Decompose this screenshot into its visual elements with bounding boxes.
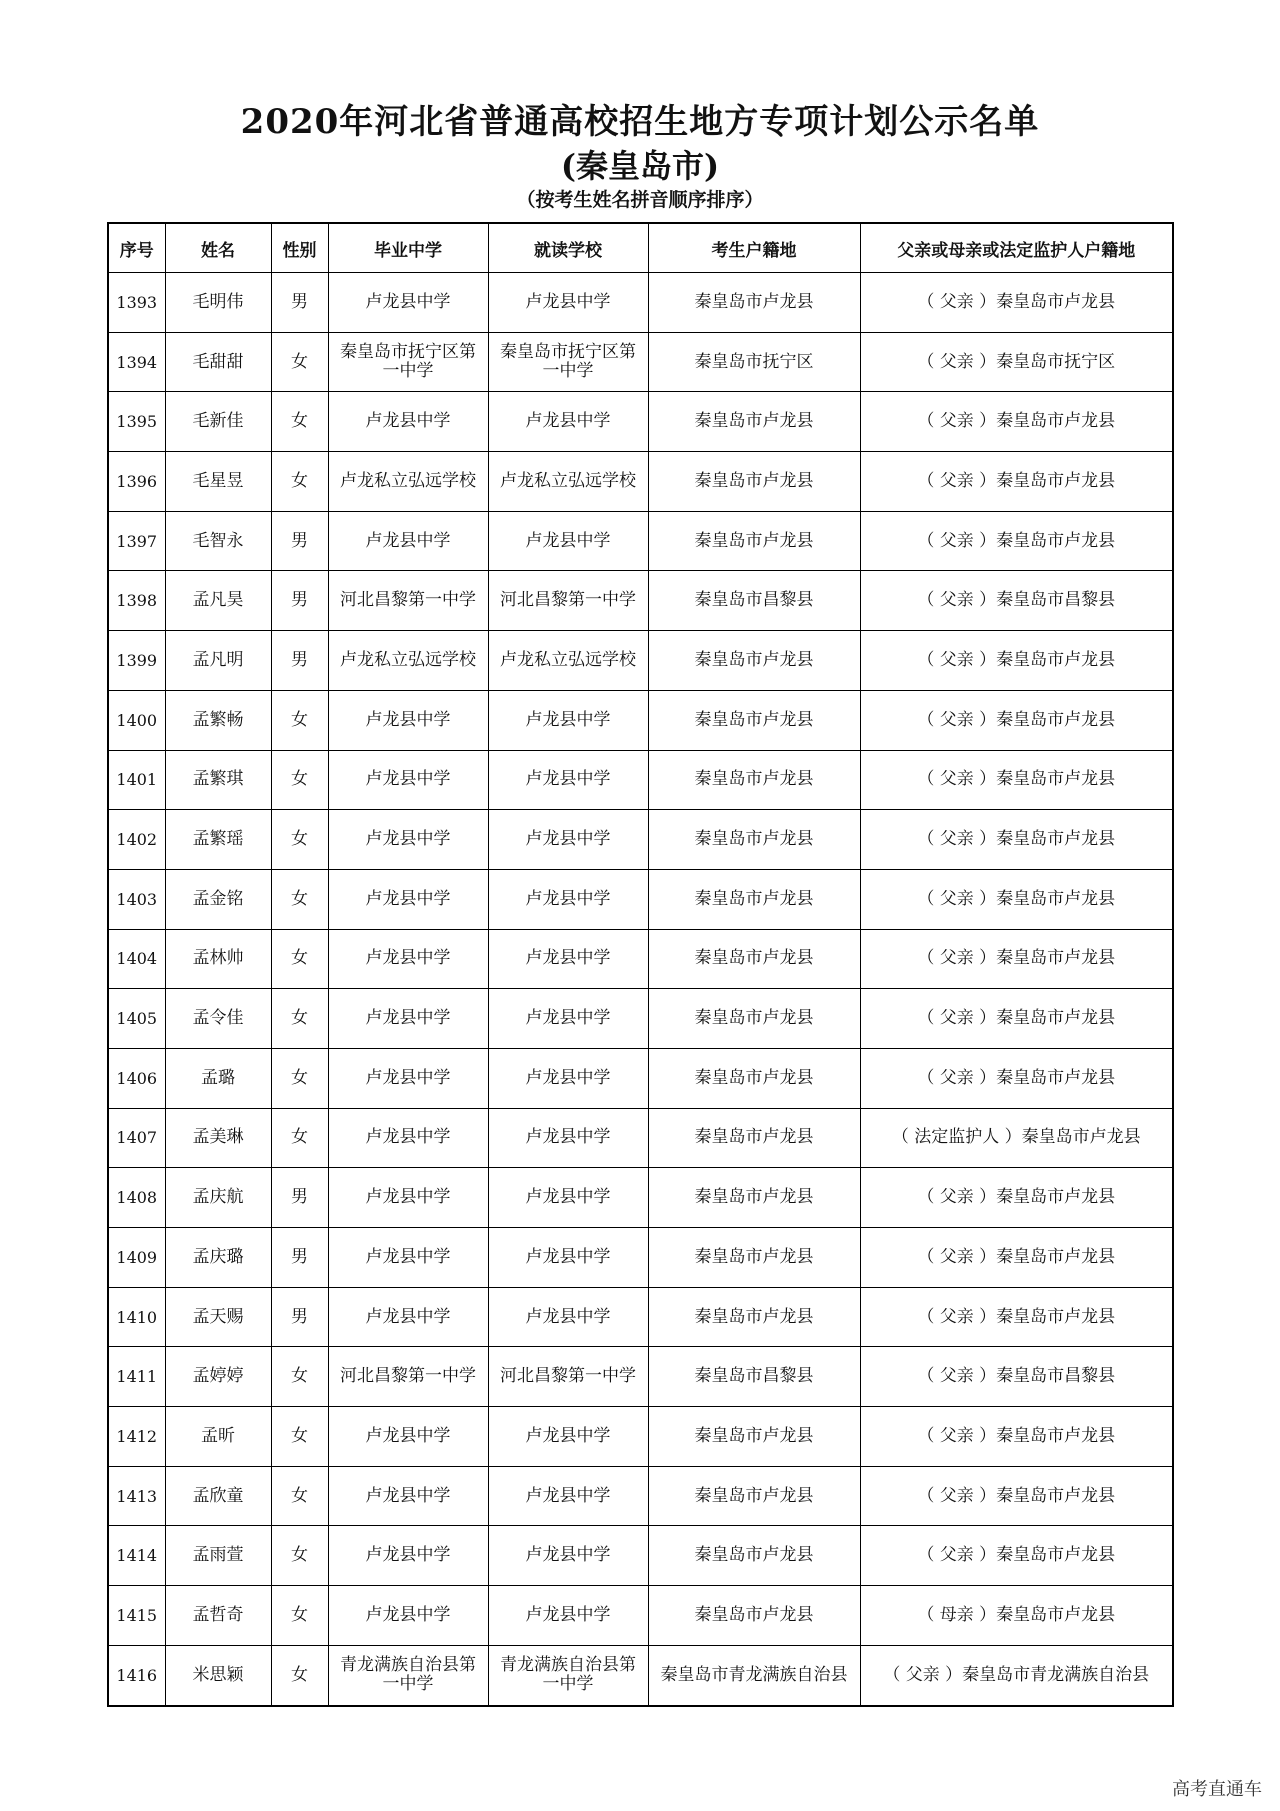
cell-seq: 1406	[108, 1048, 165, 1108]
cell-gender: 男	[271, 511, 328, 571]
cell-seq: 1396	[108, 452, 165, 512]
cell-student-hukou: 秦皇岛市卢龙县	[648, 1586, 860, 1646]
cell-name: 孟婷婷	[165, 1347, 271, 1407]
cell-guardian-hukou: （ 父亲 ）秦皇岛市卢龙县	[860, 631, 1173, 691]
cell-gender: 女	[271, 1347, 328, 1407]
cell-student-hukou: 秦皇岛市卢龙县	[648, 392, 860, 452]
header-guardian-hukou: 父亲或母亲或法定监护人户籍地	[860, 223, 1173, 273]
table-row	[108, 392, 1173, 452]
cell-name: 孟繁琪	[165, 750, 271, 810]
cell-gender: 男	[271, 1287, 328, 1347]
cell-seq: 1414	[108, 1526, 165, 1586]
cell-seq: 1397	[108, 511, 165, 571]
cell-current-school: 卢龙县中学	[488, 273, 648, 333]
cell-name: 孟金铭	[165, 869, 271, 929]
cell-seq: 1401	[108, 750, 165, 810]
cell-current-school: 卢龙县中学	[488, 1526, 648, 1586]
cell-student-hukou: 秦皇岛市青龙满族自治县	[648, 1645, 860, 1705]
cell-graduate-school: 卢龙县中学	[328, 1287, 488, 1347]
cell-seq: 1408	[108, 1168, 165, 1228]
cell-gender: 女	[271, 392, 328, 452]
cell-seq: 1411	[108, 1347, 165, 1407]
header-graduate-school: 毕业中学	[328, 223, 488, 273]
cell-current-school: 卢龙县中学	[488, 1287, 648, 1347]
cell-name: 孟令佳	[165, 989, 271, 1049]
cell-graduate-school: 卢龙县中学	[328, 750, 488, 810]
page-title: 2020年河北省普通高校招生地方专项计划公示名单	[240, 102, 1040, 142]
cell-student-hukou: 秦皇岛市卢龙县	[648, 631, 860, 691]
cell-name: 毛明伟	[165, 273, 271, 333]
cell-seq: 1410	[108, 1287, 165, 1347]
cell-graduate-school: 秦皇岛市抚宁区第一中学	[328, 332, 488, 392]
cell-graduate-school: 卢龙县中学	[328, 1048, 488, 1108]
cell-gender: 女	[271, 332, 328, 392]
cell-gender: 女	[271, 1048, 328, 1108]
cell-student-hukou: 秦皇岛市卢龙县	[648, 1108, 860, 1168]
table-row	[108, 511, 1173, 571]
cell-seq: 1404	[108, 929, 165, 989]
cell-name: 孟雨萱	[165, 1526, 271, 1586]
cell-student-hukou: 秦皇岛市卢龙县	[648, 929, 860, 989]
cell-seq: 1415	[108, 1586, 165, 1646]
cell-current-school: 青龙满族自治县第一中学	[488, 1645, 648, 1705]
table-row	[108, 1168, 1173, 1228]
cell-guardian-hukou: （ 父亲 ）秦皇岛市卢龙县	[860, 929, 1173, 989]
cell-guardian-hukou: （ 父亲 ）秦皇岛市卢龙县	[860, 989, 1173, 1049]
cell-seq: 1403	[108, 869, 165, 929]
cell-student-hukou: 秦皇岛市卢龙县	[648, 1228, 860, 1288]
cell-graduate-school: 卢龙私立弘远学校	[328, 631, 488, 691]
student-table	[107, 222, 1174, 1707]
cell-seq: 1399	[108, 631, 165, 691]
cell-name: 毛智永	[165, 511, 271, 571]
cell-gender: 男	[271, 571, 328, 631]
table-row	[108, 1108, 1173, 1168]
cell-guardian-hukou: （ 父亲 ）秦皇岛市卢龙县	[860, 1407, 1173, 1467]
cell-seq: 1413	[108, 1466, 165, 1526]
cell-name: 孟繁瑶	[165, 810, 271, 870]
cell-guardian-hukou: （ 父亲 ）秦皇岛市卢龙县	[860, 1168, 1173, 1228]
cell-graduate-school: 河北昌黎第一中学	[328, 571, 488, 631]
cell-guardian-hukou: （ 父亲 ）秦皇岛市卢龙县	[860, 869, 1173, 929]
cell-name: 孟昕	[165, 1407, 271, 1467]
cell-graduate-school: 卢龙县中学	[328, 273, 488, 333]
cell-current-school: 卢龙县中学	[488, 511, 648, 571]
cell-seq: 1416	[108, 1645, 165, 1705]
cell-name: 孟林帅	[165, 929, 271, 989]
table-row	[108, 1645, 1173, 1705]
cell-graduate-school: 卢龙县中学	[328, 810, 488, 870]
cell-name: 孟繁畅	[165, 690, 271, 750]
watermark: 高考直通车	[1172, 1779, 1262, 1800]
cell-gender: 女	[271, 750, 328, 810]
table-row	[108, 690, 1173, 750]
header-name: 姓名	[165, 223, 271, 273]
cell-guardian-hukou: （ 父亲 ）秦皇岛市卢龙县	[860, 511, 1173, 571]
cell-guardian-hukou: （ 父亲 ）秦皇岛市抚宁区	[860, 332, 1173, 392]
table-row	[108, 1466, 1173, 1526]
cell-name: 孟庆航	[165, 1168, 271, 1228]
cell-current-school: 卢龙县中学	[488, 810, 648, 870]
cell-guardian-hukou: （ 父亲 ）秦皇岛市卢龙县	[860, 1228, 1173, 1288]
cell-seq: 1395	[108, 392, 165, 452]
cell-gender: 男	[271, 1168, 328, 1228]
table-row	[108, 273, 1173, 333]
header-student-hukou: 考生户籍地	[648, 223, 860, 273]
table-header-row	[108, 223, 1173, 273]
cell-graduate-school: 青龙满族自治县第一中学	[328, 1645, 488, 1705]
cell-seq: 1398	[108, 571, 165, 631]
cell-seq: 1405	[108, 989, 165, 1049]
cell-gender: 女	[271, 810, 328, 870]
cell-guardian-hukou: （ 父亲 ）秦皇岛市昌黎县	[860, 571, 1173, 631]
cell-guardian-hukou: （ 父亲 ）秦皇岛市卢龙县	[860, 1466, 1173, 1526]
cell-graduate-school: 卢龙县中学	[328, 1228, 488, 1288]
cell-guardian-hukou: （ 父亲 ）秦皇岛市卢龙县	[860, 690, 1173, 750]
cell-current-school: 秦皇岛市抚宁区第一中学	[488, 332, 648, 392]
cell-student-hukou: 秦皇岛市卢龙县	[648, 1048, 860, 1108]
cell-gender: 男	[271, 631, 328, 691]
table-body	[108, 273, 1173, 1706]
cell-graduate-school: 卢龙私立弘远学校	[328, 452, 488, 512]
table-row	[108, 929, 1173, 989]
cell-student-hukou: 秦皇岛市卢龙县	[648, 1526, 860, 1586]
table-row	[108, 1526, 1173, 1586]
cell-graduate-school: 卢龙县中学	[328, 1466, 488, 1526]
cell-seq: 1412	[108, 1407, 165, 1467]
cell-name: 孟美琳	[165, 1108, 271, 1168]
cell-guardian-hukou: （ 父亲 ）秦皇岛市昌黎县	[860, 1347, 1173, 1407]
cell-gender: 女	[271, 1526, 328, 1586]
cell-guardian-hukou: （ 父亲 ）秦皇岛市卢龙县	[860, 452, 1173, 512]
cell-current-school: 河北昌黎第一中学	[488, 571, 648, 631]
cell-current-school: 卢龙县中学	[488, 1168, 648, 1228]
cell-current-school: 卢龙县中学	[488, 1108, 648, 1168]
cell-current-school: 卢龙县中学	[488, 929, 648, 989]
cell-current-school: 卢龙县中学	[488, 392, 648, 452]
cell-graduate-school: 卢龙县中学	[328, 1168, 488, 1228]
cell-seq: 1394	[108, 332, 165, 392]
cell-student-hukou: 秦皇岛市昌黎县	[648, 571, 860, 631]
cell-name: 毛星昱	[165, 452, 271, 512]
cell-guardian-hukou: （ 父亲 ）秦皇岛市卢龙县	[860, 1048, 1173, 1108]
cell-student-hukou: 秦皇岛市抚宁区	[648, 332, 860, 392]
cell-guardian-hukou: （ 法定监护人 ）秦皇岛市卢龙县	[860, 1108, 1173, 1168]
table-row	[108, 1228, 1173, 1288]
table-row	[108, 452, 1173, 512]
table-row	[108, 1586, 1173, 1646]
cell-guardian-hukou: （ 父亲 ）秦皇岛市青龙满族自治县	[860, 1645, 1173, 1705]
cell-guardian-hukou: （ 父亲 ）秦皇岛市卢龙县	[860, 810, 1173, 870]
cell-seq: 1393	[108, 273, 165, 333]
table-row	[108, 989, 1173, 1049]
sort-note: （按考生姓名拼音顺序排序）	[516, 189, 764, 211]
cell-gender: 女	[271, 929, 328, 989]
cell-current-school: 卢龙私立弘远学校	[488, 631, 648, 691]
cell-gender: 女	[271, 1466, 328, 1526]
cell-student-hukou: 秦皇岛市卢龙县	[648, 1287, 860, 1347]
header-seq: 序号	[108, 223, 165, 273]
cell-name: 毛新佳	[165, 392, 271, 452]
cell-student-hukou: 秦皇岛市卢龙县	[648, 273, 860, 333]
cell-graduate-school: 卢龙县中学	[328, 869, 488, 929]
table-row	[108, 810, 1173, 870]
cell-gender: 男	[271, 1228, 328, 1288]
cell-student-hukou: 秦皇岛市卢龙县	[648, 869, 860, 929]
cell-name: 毛甜甜	[165, 332, 271, 392]
cell-student-hukou: 秦皇岛市卢龙县	[648, 750, 860, 810]
cell-gender: 女	[271, 1645, 328, 1705]
cell-seq: 1400	[108, 690, 165, 750]
table-row	[108, 1407, 1173, 1467]
cell-guardian-hukou: （ 母亲 ）秦皇岛市卢龙县	[860, 1586, 1173, 1646]
cell-gender: 女	[271, 1586, 328, 1646]
cell-graduate-school: 卢龙县中学	[328, 1526, 488, 1586]
cell-current-school: 卢龙私立弘远学校	[488, 452, 648, 512]
cell-gender: 女	[271, 690, 328, 750]
page-subtitle: (秦皇岛市)	[560, 147, 720, 185]
cell-gender: 女	[271, 452, 328, 512]
cell-current-school: 卢龙县中学	[488, 1407, 648, 1467]
table-row	[108, 750, 1173, 810]
cell-current-school: 卢龙县中学	[488, 869, 648, 929]
cell-student-hukou: 秦皇岛市卢龙县	[648, 511, 860, 571]
cell-graduate-school: 卢龙县中学	[328, 690, 488, 750]
table-row	[108, 1048, 1173, 1108]
cell-gender: 女	[271, 869, 328, 929]
cell-name: 孟凡明	[165, 631, 271, 691]
cell-graduate-school: 卢龙县中学	[328, 989, 488, 1049]
cell-graduate-school: 卢龙县中学	[328, 392, 488, 452]
cell-guardian-hukou: （ 父亲 ）秦皇岛市卢龙县	[860, 392, 1173, 452]
cell-guardian-hukou: （ 父亲 ）秦皇岛市卢龙县	[860, 750, 1173, 810]
cell-gender: 男	[271, 273, 328, 333]
cell-seq: 1407	[108, 1108, 165, 1168]
cell-student-hukou: 秦皇岛市卢龙县	[648, 810, 860, 870]
cell-graduate-school: 卢龙县中学	[328, 511, 488, 571]
cell-graduate-school: 卢龙县中学	[328, 1586, 488, 1646]
cell-current-school: 卢龙县中学	[488, 1586, 648, 1646]
cell-name: 孟天赐	[165, 1287, 271, 1347]
cell-graduate-school: 卢龙县中学	[328, 1108, 488, 1168]
cell-current-school: 卢龙县中学	[488, 1466, 648, 1526]
cell-gender: 女	[271, 1108, 328, 1168]
cell-student-hukou: 秦皇岛市卢龙县	[648, 989, 860, 1049]
cell-graduate-school: 卢龙县中学	[328, 1407, 488, 1467]
cell-name: 孟哲奇	[165, 1586, 271, 1646]
cell-student-hukou: 秦皇岛市卢龙县	[648, 1407, 860, 1467]
cell-graduate-school: 河北昌黎第一中学	[328, 1347, 488, 1407]
cell-guardian-hukou: （ 父亲 ）秦皇岛市卢龙县	[860, 1526, 1173, 1586]
cell-student-hukou: 秦皇岛市卢龙县	[648, 690, 860, 750]
cell-current-school: 卢龙县中学	[488, 750, 648, 810]
cell-current-school: 河北昌黎第一中学	[488, 1347, 648, 1407]
cell-seq: 1409	[108, 1228, 165, 1288]
cell-student-hukou: 秦皇岛市卢龙县	[648, 452, 860, 512]
cell-name: 孟璐	[165, 1048, 271, 1108]
cell-gender: 女	[271, 1407, 328, 1467]
cell-gender: 女	[271, 989, 328, 1049]
cell-guardian-hukou: （ 父亲 ）秦皇岛市卢龙县	[860, 273, 1173, 333]
cell-name: 孟凡昊	[165, 571, 271, 631]
cell-current-school: 卢龙县中学	[488, 690, 648, 750]
cell-seq: 1402	[108, 810, 165, 870]
cell-name: 孟庆璐	[165, 1228, 271, 1288]
cell-current-school: 卢龙县中学	[488, 1048, 648, 1108]
table-row	[108, 1287, 1173, 1347]
table-row	[108, 631, 1173, 691]
cell-student-hukou: 秦皇岛市卢龙县	[648, 1168, 860, 1228]
table-row	[108, 332, 1173, 392]
header-current-school: 就读学校	[488, 223, 648, 273]
table-row	[108, 1347, 1173, 1407]
table-row	[108, 571, 1173, 631]
cell-graduate-school: 卢龙县中学	[328, 929, 488, 989]
cell-current-school: 卢龙县中学	[488, 1228, 648, 1288]
cell-guardian-hukou: （ 父亲 ）秦皇岛市卢龙县	[860, 1287, 1173, 1347]
cell-name: 孟欣童	[165, 1466, 271, 1526]
header-gender: 性别	[271, 223, 328, 273]
cell-current-school: 卢龙县中学	[488, 989, 648, 1049]
cell-student-hukou: 秦皇岛市昌黎县	[648, 1347, 860, 1407]
cell-name: 米思颖	[165, 1645, 271, 1705]
table-row	[108, 869, 1173, 929]
cell-student-hukou: 秦皇岛市卢龙县	[648, 1466, 860, 1526]
